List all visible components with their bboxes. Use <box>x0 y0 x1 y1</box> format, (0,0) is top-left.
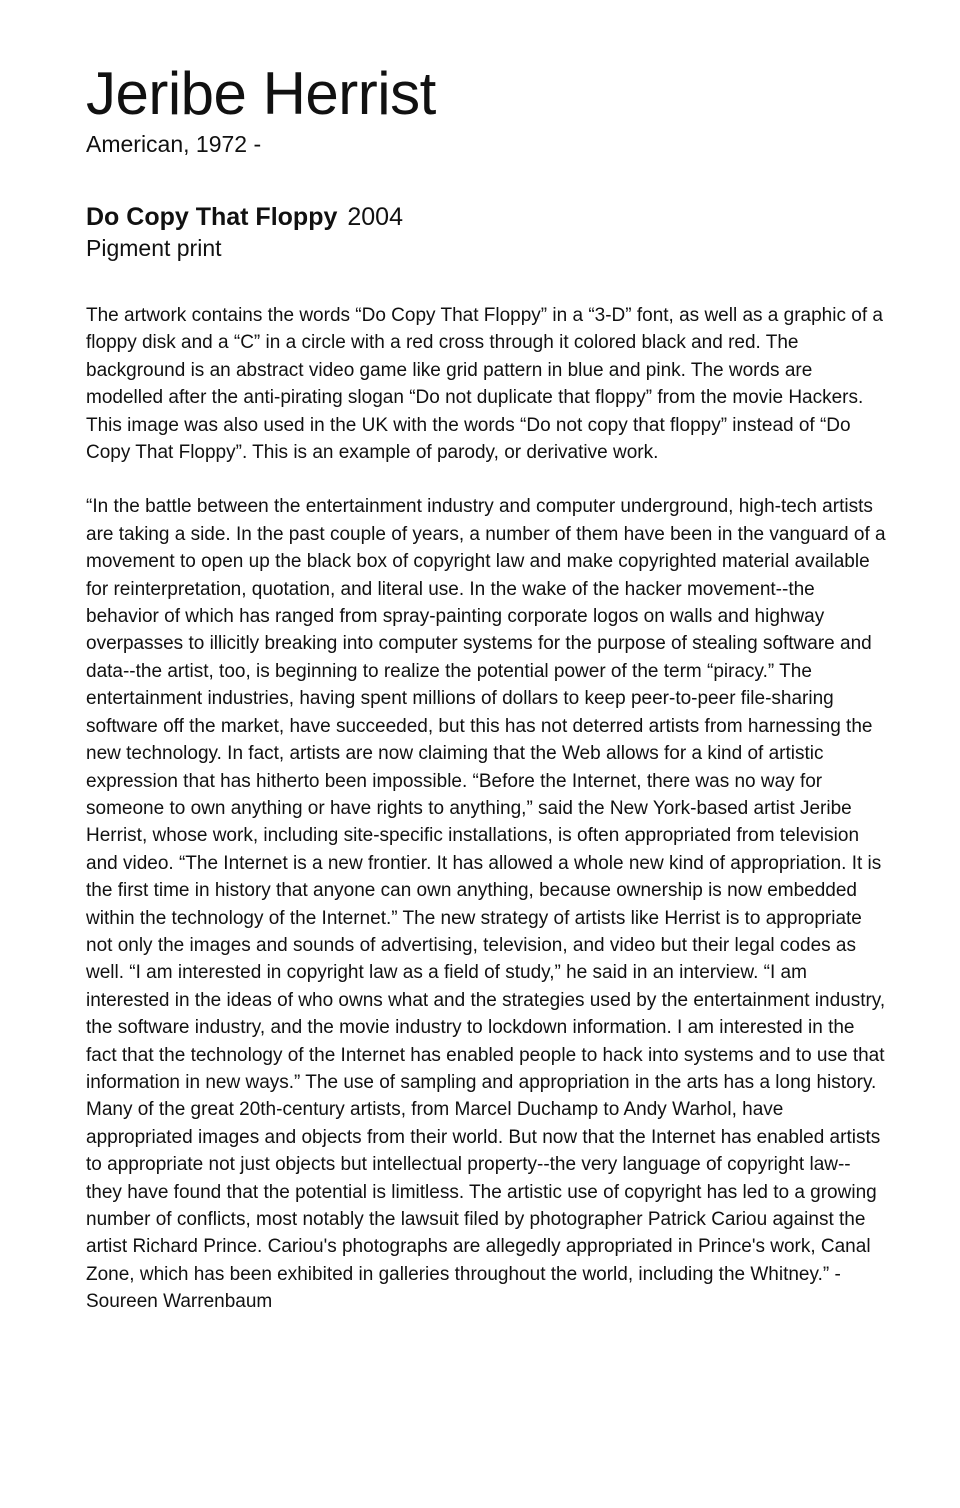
artwork-year: 2004 <box>347 203 403 231</box>
artwork-description <box>86 302 886 1316</box>
artwork-title: Do Copy That Floppy <box>86 203 338 231</box>
artist-nationality-dates: American, 1972 - <box>86 131 262 157</box>
label-page <box>86 58 886 1316</box>
artwork-heading <box>86 201 886 233</box>
description-paragraph-1: The artwork contains the words “Do Copy That Floppy” in a “3-D” font, as well as a graphic of a floppy disk and a “C” in a circle with a red cross through it colored black and red. The background is an abstract video game like grid pattern in blue and pink. The words are modelled after the anti-pirating slogan “Do not duplicate that floppy” from the movie Hackers. This image was also used in the UK with the words “Do not copy that floppy” instead of “Do Copy That Floppy”. This is an example of parody, or derivative work. <box>86 305 883 464</box>
artist-name: Jeribe Herrist <box>86 60 436 127</box>
description-paragraph-2-quote: “In the battle between the entertainment industry and computer underground, high-tech artists are taking a side. In the past couple of years, a number of them have been in the vanguard of a movement to open up the black box of copyright law and make copyrighted material available for reinterpretation, quotation, and literal use. In the wake of the hacker movement--the behavior of which has ranged from spray-painting corporate logos on walls and highway overpasses to illicitly breaking into computer systems for the purpose of stealing software and data--the artist, too, is beginning to realize the potential power of the term “piracy.” The entertainment industries, having spent millions of dollars to keep peer-to-peer file-sharing software off the market, have succeeded, but this has not deterred artists from harnessing the new technology. In fact, artists are now claiming that the Web allows for a kind of artistic expression that has hitherto been impossible. “Before the Internet, there was no way for someone to own anything or have rights to anything,” said the New York-based artist Jeribe Herrist, whose work, including site-specific installations, is often appropriated from television and video. “The Internet is a new frontier. It has allowed a whole new kind of appropriation. It is the first time in history that anyone can own anything, because ownership is now embedded within the technology of the Internet.” The new strategy of artists like Herrist is to appropriate not only the images and sounds of advertising, television, and video but their legal codes as well. “I am interested in copyright law as a field of study,” he said in an interview. “I am interested in the ideas of who owns what and the strategies used by the entertainment industry, the software industry, and the movie industry to lockdown information. I am interested in the fact that the technology of the Internet has enabled people to hack into systems and to use that information in new ways.” The use of sampling and appropriation in the arts has a long history. Many of the great 20th-century artists, from Marcel Duchamp to Andy Warhol, have appropriated images and objects from their world. But now that the Internet has enabled artists to appropriate not just objects but intellectual property--the very language of copyright law--they have found that the potential is limitless. The artistic use of copyright has led to a growing number of conflicts, most notably the lawsuit filed by photographer Patrick Cariou against the artist Richard Prince. Cariou's photographs are allegedly appropriated in Prince's work, Canal Zone, which has been exhibited in galleries throughout the world, including the Whitney.” - Soureen Warrenbaum <box>86 496 886 1313</box>
artwork-medium: Pigment print <box>86 235 222 261</box>
